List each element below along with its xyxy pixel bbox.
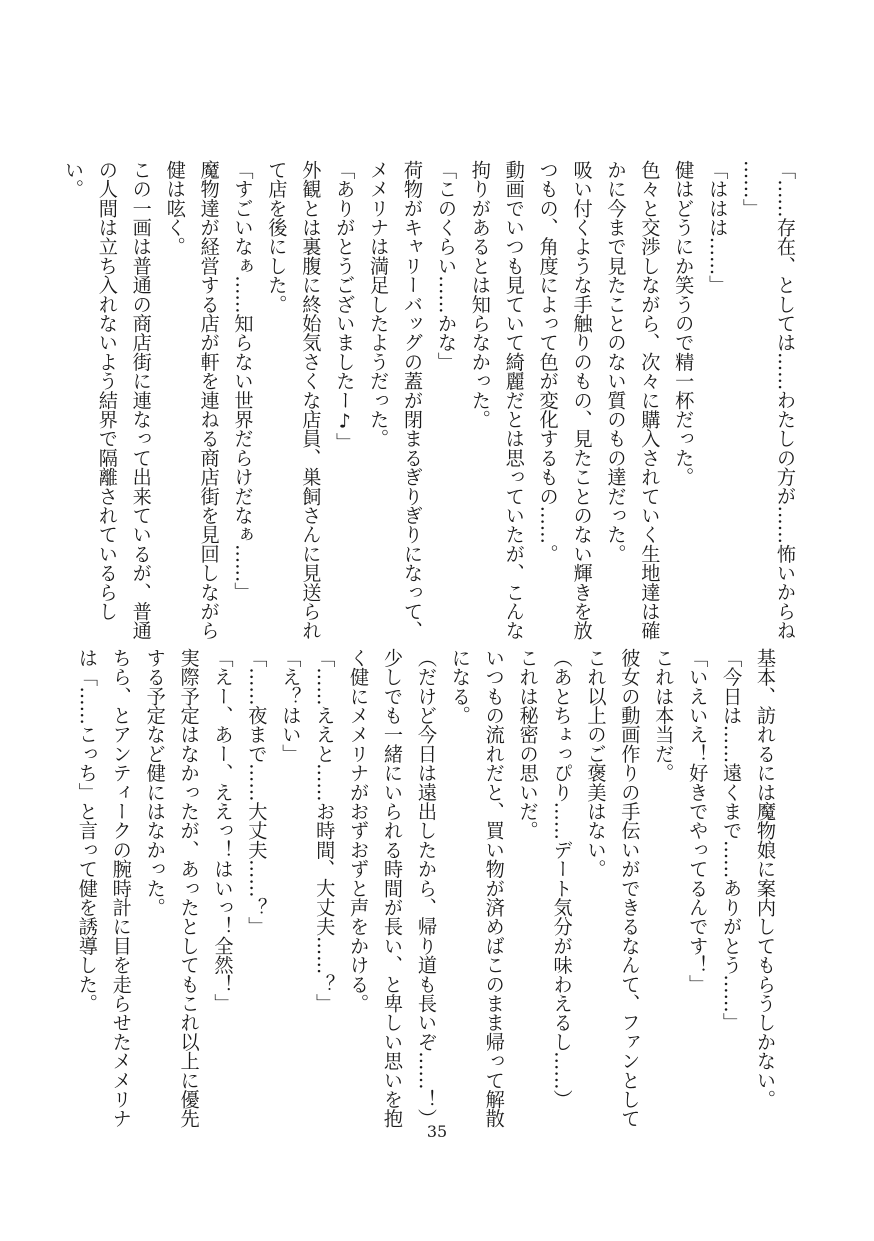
text-line: 「今日は……遠くまで……ありがとう……」 [720, 648, 744, 1032]
text-line: する予定など健にはなかった。 [143, 648, 167, 917]
text-line: 荷物がキャリーバッグの蓋が閉まるぎりぎりになって、 [401, 160, 425, 640]
text-line: 「このくらい……かな」 [434, 160, 458, 372]
text-line: 拘りがあるとは知らなかった。 [468, 160, 492, 429]
text-line: この一画は普通の商店街に連なって出来ているが、普通 [129, 160, 153, 640]
text-line: になる。 [448, 648, 472, 725]
page-number: 35 [426, 1122, 448, 1141]
text-line: 彼女の動画作りの手伝いができるなんて、ファンとして [618, 648, 642, 1128]
text-line: 動画でいつも見ていて綺麗だとは思っていたが、こんな [502, 160, 526, 640]
text-line: 「ありがとうございましたー♪」 [333, 160, 357, 452]
text-line: 「ははは……」 [706, 160, 730, 295]
text-line: これ以上のご褒美はない。 [584, 648, 608, 879]
text-line: これは秘密の思いだ。 [516, 648, 540, 840]
text-line: かに今まで見たことのない質のもの達だった。 [604, 160, 628, 564]
text-line: 基本、訪れるには魔物娘に案内してもらうしかない。 [754, 648, 777, 1109]
text-line: 「え？はい」 [279, 648, 303, 764]
text-line: これは本当だ。 [652, 648, 676, 783]
text-line: 吸い付くような手触りのもの、見たことのない輝きを放 [570, 160, 594, 640]
text-line: 色々と交渉しながら、次々に購入されていく生地達は確 [638, 160, 662, 640]
text-line: 実際予定はなかったが、あったとしてもこれ以上に優先 [177, 648, 201, 1128]
text-line: く健にメメリナがおずおずと声をかける。 [347, 648, 371, 1013]
text-line: いつもの流れだと、買い物が済めばこのまま帰って解散 [482, 648, 506, 1128]
text-line: 魔物達が経営する店が軒を連ねる商店街を見回しながら [197, 160, 221, 640]
text-line: ……」 [740, 160, 764, 218]
upper-text-block [61, 160, 802, 640]
text-line: 「いえいえ！好きでやってるんです！」 [686, 648, 710, 994]
text-line: 外観とは裏腹に終始気さくな店員、巣飼さんに見送られ [299, 160, 323, 640]
text-line: メメリナは満足したようだった。 [367, 160, 391, 448]
text-line: 「……夜まで……大丈夫……？」 [245, 648, 269, 936]
text-line: 「……ええと……お時間、大丈夫……？」 [313, 648, 337, 1013]
text-line: つもの、角度によって色が変化するもの……。 [536, 160, 560, 564]
text-line: 健はどうにか笑うので精一杯だった。 [672, 160, 696, 487]
text-line: 「……存在、としては……わたしの方が……怖いからね [774, 160, 797, 640]
text-line: て店を後にした。 [265, 160, 289, 314]
text-line: の人間は立ち入れないよう結界で隔離されているらし [95, 160, 119, 621]
text-line: （だけど今日は遠出したから、帰り道も長いぞ……！） [414, 648, 438, 1128]
text-line: （あとちょっぴり……デート気分が味わえるし……） [550, 648, 574, 1109]
text-line: 健は呟く。 [163, 160, 187, 256]
lower-text-block [75, 648, 782, 1128]
text-line: い。 [61, 160, 85, 199]
text-line: 「えー、あー、ええっ！はいっ！全然！」 [211, 648, 235, 1013]
text-line: は「……こっち」と言って健を誘導した。 [75, 648, 99, 1013]
text-line: 「すごいなぁ……知らない世界だらけだなぁ……」 [231, 160, 255, 602]
text-line: ちら、とアンティークの腕時計に目を走らせたメメリナ [109, 648, 133, 1128]
text-line: 少しでも一緒にいられる時間が長い、と卑しい思いを抱 [381, 648, 405, 1128]
